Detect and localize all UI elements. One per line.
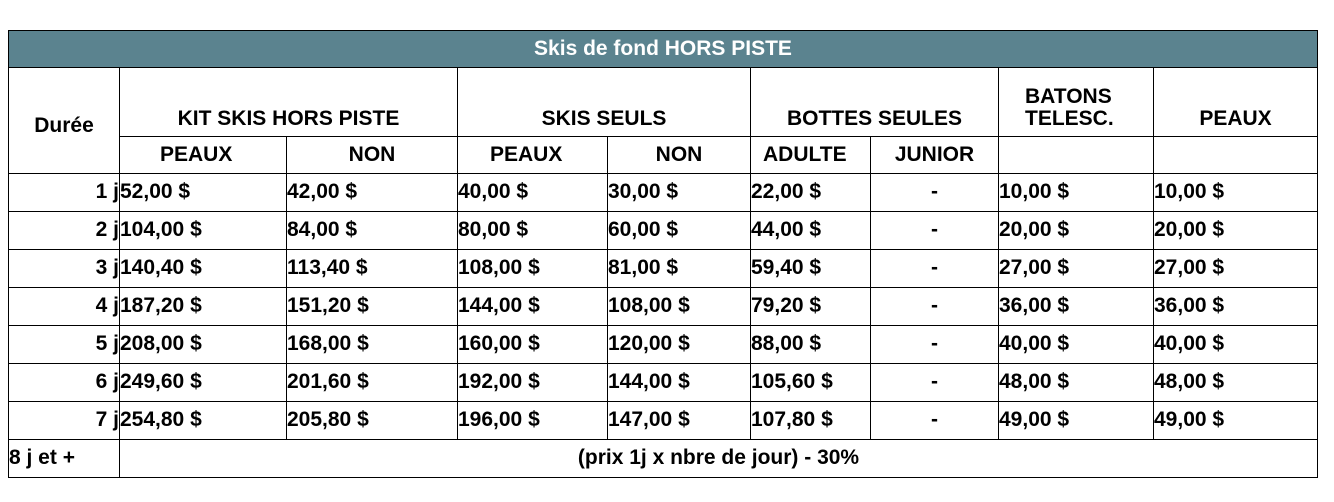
cell-kit-non: 42,00 $ (287, 174, 458, 212)
cell-batons: 27,00 $ (999, 250, 1154, 288)
cell-bottes-junior: - (871, 250, 999, 288)
cell-peaux: 20,00 $ (1154, 212, 1318, 250)
cell-bottes-adulte: 44,00 $ (751, 212, 871, 250)
cell-batons: 49,00 $ (999, 402, 1154, 440)
cell-bottes-adulte: 79,20 $ (751, 288, 871, 326)
cell-bottes-junior: - (871, 402, 999, 440)
subheader-kit-non: NON (287, 137, 458, 174)
cell-skis-non: 108,00 $ (608, 288, 751, 326)
cell-skis-peaux: 192,00 $ (458, 364, 608, 402)
header-duree: Durée (9, 68, 120, 174)
table-row (9, 326, 1318, 364)
footer-pricing-note: (prix 1j x nbre de jour) - 30% (120, 440, 1318, 478)
cell-batons: 48,00 $ (999, 364, 1154, 402)
cell-duree: 4 j (9, 288, 120, 326)
subheader-peaux-empty (1154, 137, 1318, 174)
cell-batons: 36,00 $ (999, 288, 1154, 326)
subheader-row (9, 137, 1318, 174)
cell-kit-peaux: 254,80 $ (120, 402, 287, 440)
cell-duree: 1 j (9, 174, 120, 212)
cell-kit-peaux: 208,00 $ (120, 326, 287, 364)
cell-skis-non: 30,00 $ (608, 174, 751, 212)
cell-skis-non: 144,00 $ (608, 364, 751, 402)
cell-duree: 6 j (9, 364, 120, 402)
table-row (9, 174, 1318, 212)
subheader-batons-empty (999, 137, 1154, 174)
cell-bottes-junior: - (871, 364, 999, 402)
cell-peaux: 48,00 $ (1154, 364, 1318, 402)
header-peaux: PEAUX (1154, 68, 1318, 137)
cell-bottes-adulte: 22,00 $ (751, 174, 871, 212)
cell-kit-non: 84,00 $ (287, 212, 458, 250)
table-title-row (9, 31, 1318, 68)
subheader-bottes-junior: JUNIOR (871, 137, 999, 174)
cell-skis-peaux: 40,00 $ (458, 174, 608, 212)
cell-skis-non: 60,00 $ (608, 212, 751, 250)
cell-kit-peaux: 249,60 $ (120, 364, 287, 402)
cell-peaux: 27,00 $ (1154, 250, 1318, 288)
cell-skis-peaux: 196,00 $ (458, 402, 608, 440)
header-batons-line2: TELESC. (1025, 106, 1114, 130)
cell-kit-peaux: 140,40 $ (120, 250, 287, 288)
cell-duree: 5 j (9, 326, 120, 364)
cell-batons: 10,00 $ (999, 174, 1154, 212)
header-skis-seuls: SKIS SEULS (458, 68, 751, 137)
cell-kit-non: 201,60 $ (287, 364, 458, 402)
cell-kit-peaux: 52,00 $ (120, 174, 287, 212)
cell-bottes-junior: - (871, 288, 999, 326)
table-row (9, 250, 1318, 288)
header-batons-line1: BATONS (1025, 84, 1112, 108)
cell-kit-non: 168,00 $ (287, 326, 458, 364)
table-row (9, 288, 1318, 326)
cell-batons: 40,00 $ (999, 326, 1154, 364)
cell-peaux: 49,00 $ (1154, 402, 1318, 440)
cell-kit-peaux: 104,00 $ (120, 212, 287, 250)
header-row (9, 68, 1318, 137)
cell-skis-peaux: 144,00 $ (458, 288, 608, 326)
subheader-bottes-adulte: ADULTE (751, 137, 871, 174)
cell-duree: 3 j (9, 250, 120, 288)
footer-row (9, 440, 1318, 478)
subheader-skis-peaux: PEAUX (458, 137, 608, 174)
cell-batons: 20,00 $ (999, 212, 1154, 250)
cell-peaux: 40,00 $ (1154, 326, 1318, 364)
cell-skis-non: 147,00 $ (608, 402, 751, 440)
cell-peaux: 36,00 $ (1154, 288, 1318, 326)
cell-skis-peaux: 108,00 $ (458, 250, 608, 288)
cell-kit-non: 113,40 $ (287, 250, 458, 288)
cell-duree: 2 j (9, 212, 120, 250)
rental-price-table (8, 30, 1318, 478)
cell-bottes-adulte: 59,40 $ (751, 250, 871, 288)
footer-duree: 8 j et + (9, 440, 120, 478)
cell-skis-non: 81,00 $ (608, 250, 751, 288)
cell-skis-non: 120,00 $ (608, 326, 751, 364)
cell-bottes-junior: - (871, 174, 999, 212)
cell-kit-non: 205,80 $ (287, 402, 458, 440)
header-batons-telesc (999, 68, 1154, 137)
table-row (9, 364, 1318, 402)
cell-skis-peaux: 80,00 $ (458, 212, 608, 250)
cell-bottes-adulte: 105,60 $ (751, 364, 871, 402)
header-kit-skis-hors-piste: KIT SKIS HORS PISTE (120, 68, 458, 137)
subheader-kit-peaux: PEAUX (120, 137, 287, 174)
cell-skis-peaux: 160,00 $ (458, 326, 608, 364)
subheader-skis-non: NON (608, 137, 751, 174)
cell-bottes-adulte: 88,00 $ (751, 326, 871, 364)
cell-bottes-junior: - (871, 212, 999, 250)
table-row (9, 402, 1318, 440)
cell-kit-non: 151,20 $ (287, 288, 458, 326)
table-title: Skis de fond HORS PISTE (9, 31, 1318, 68)
cell-peaux: 10,00 $ (1154, 174, 1318, 212)
cell-duree: 7 j (9, 402, 120, 440)
cell-bottes-adulte: 107,80 $ (751, 402, 871, 440)
cell-kit-peaux: 187,20 $ (120, 288, 287, 326)
table-row (9, 212, 1318, 250)
header-bottes-seules: BOTTES SEULES (751, 68, 999, 137)
cell-bottes-junior: - (871, 326, 999, 364)
